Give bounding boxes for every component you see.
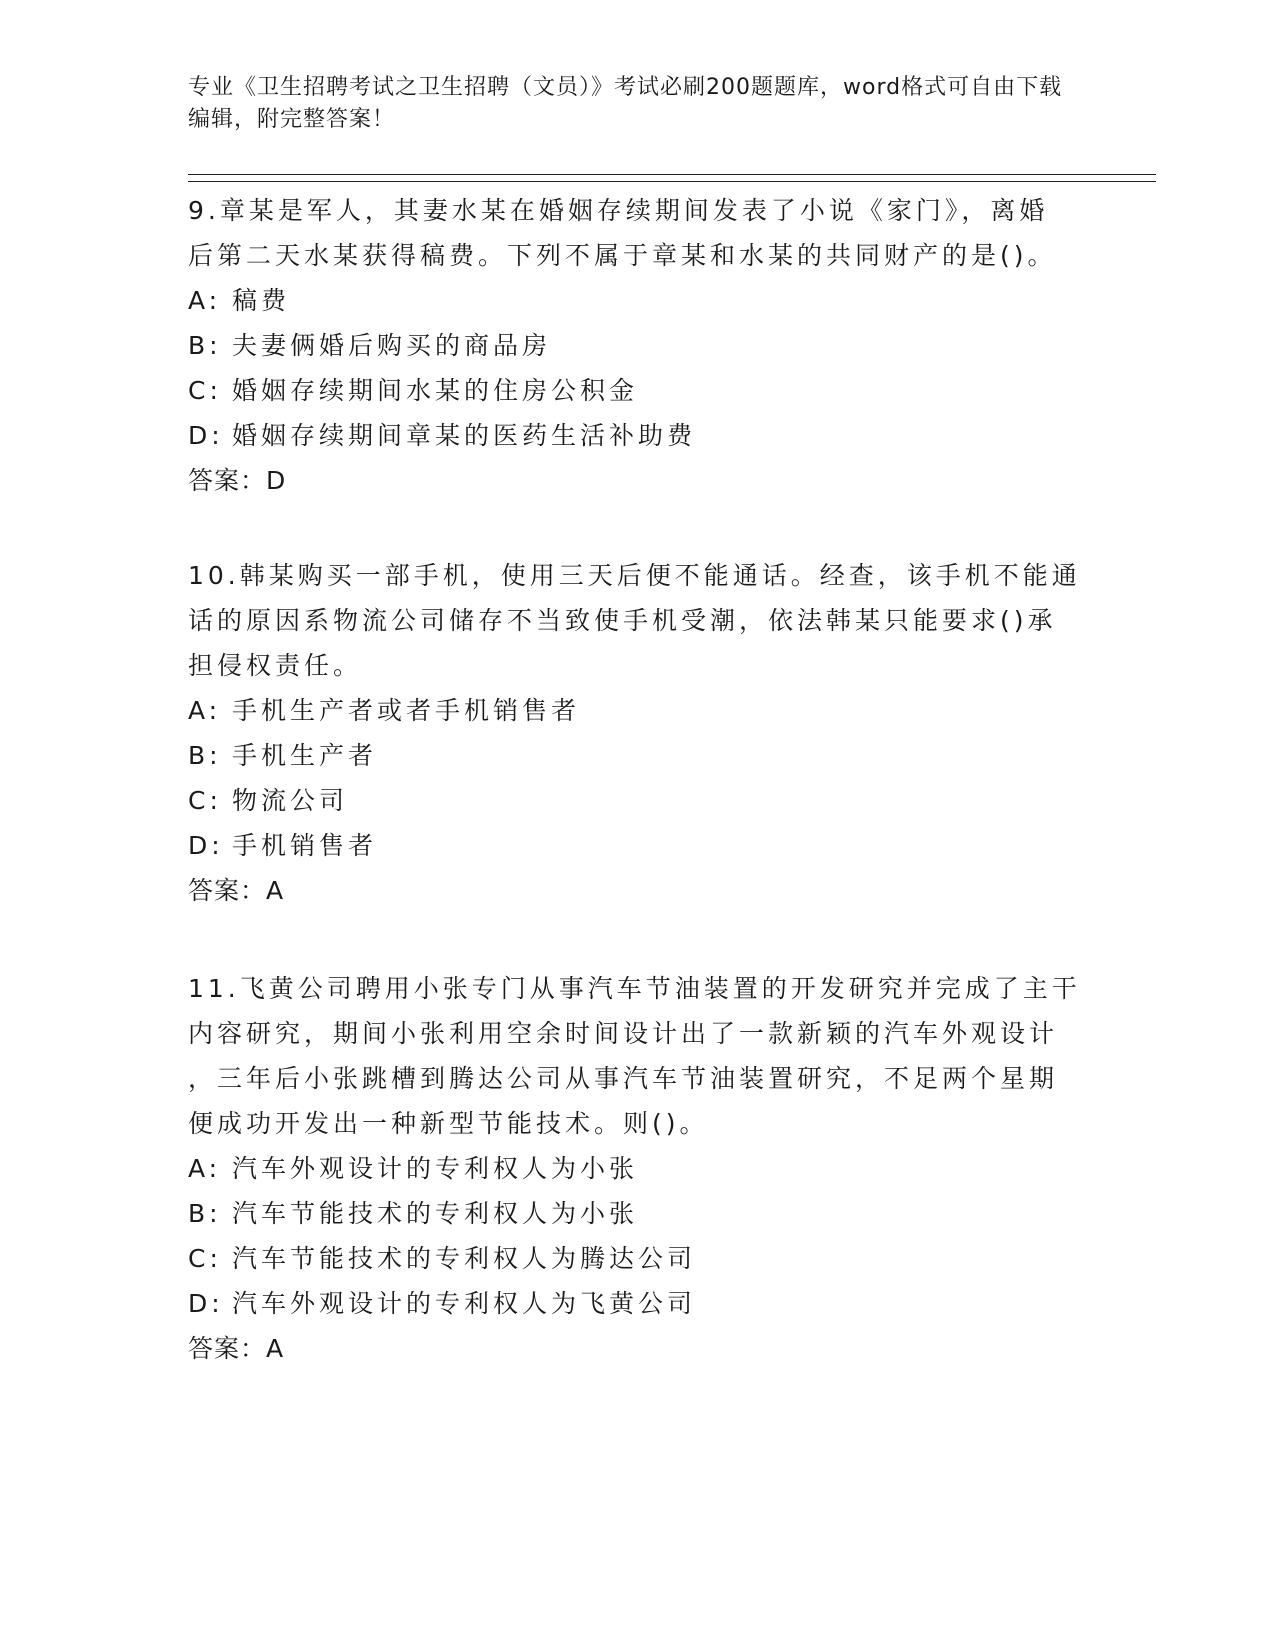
option-a bbox=[188, 1146, 1088, 1191]
option-letter: A: bbox=[188, 696, 222, 725]
question-stem-line: 10.韩某购买一部手机，使用三天后便不能通话。经查，该手机不能通 bbox=[188, 561, 1081, 590]
option-b bbox=[188, 323, 1088, 368]
answer: 答案：D bbox=[188, 466, 287, 495]
option-a bbox=[188, 278, 1088, 323]
option-text: 婚姻存续期间章某的医药生活补助费 bbox=[232, 421, 697, 450]
option-letter: C: bbox=[188, 376, 222, 405]
question-stem-line: 内容研究，期间小张利用空余时间设计出了一款新颖的汽车外观设计 bbox=[188, 1019, 1059, 1048]
option-text: 汽车外观设计的专利权人为飞黄公司 bbox=[232, 1289, 697, 1318]
question-stem-line: 11.飞黄公司聘用小张专门从事汽车节油装置的开发研究并完成了主干 bbox=[188, 974, 1081, 1003]
question-stem-line: 担侵权责任。 bbox=[188, 651, 363, 680]
option-text: 手机生产者 bbox=[232, 741, 378, 770]
question-stem-line: 9.章某是军人，其妻水某在婚姻存续期间发表了小说《家门》，离婚 bbox=[188, 196, 1049, 225]
option-text: 汽车节能技术的专利权人为腾达公司 bbox=[232, 1244, 697, 1273]
option-letter: D: bbox=[188, 831, 224, 860]
option-text: 汽车外观设计的专利权人为小张 bbox=[232, 1154, 639, 1183]
question-10 bbox=[188, 553, 1088, 913]
option-c bbox=[188, 1236, 1088, 1281]
option-letter: A: bbox=[188, 286, 222, 315]
answer: 答案：A bbox=[188, 1334, 285, 1363]
option-c bbox=[188, 778, 1088, 823]
option-d bbox=[188, 823, 1088, 868]
option-text: 汽车节能技术的专利权人为小张 bbox=[232, 1199, 639, 1228]
question-stem-line: 便成功开发出一种新型节能技术。则()。 bbox=[188, 1109, 709, 1138]
option-letter: C: bbox=[188, 1244, 222, 1273]
option-c bbox=[188, 368, 1088, 413]
option-text: 稿费 bbox=[232, 286, 291, 315]
question-stem-line: ，三年后小张跳槽到腾达公司从事汽车节油装置研究，不足两个星期 bbox=[188, 1064, 1059, 1093]
option-letter: A: bbox=[188, 1154, 222, 1183]
option-letter: B: bbox=[188, 1199, 222, 1228]
header-divider-top bbox=[188, 174, 1156, 175]
question-stem-line: 话的原因系物流公司储存不当致使手机受潮，依法韩某只能要求()承 bbox=[188, 606, 1057, 635]
option-b bbox=[188, 1191, 1088, 1236]
option-letter: B: bbox=[188, 331, 222, 360]
question-9 bbox=[188, 188, 1088, 503]
option-text: 婚姻存续期间水某的住房公积金 bbox=[232, 376, 639, 405]
question-11 bbox=[188, 966, 1088, 1371]
option-letter: B: bbox=[188, 741, 222, 770]
option-letter: C: bbox=[188, 786, 222, 815]
answer: 答案：A bbox=[188, 876, 285, 905]
option-a bbox=[188, 688, 1088, 733]
option-letter: D: bbox=[188, 1289, 224, 1318]
header-divider-bottom bbox=[188, 181, 1156, 182]
option-text: 手机销售者 bbox=[232, 831, 378, 860]
option-text: 物流公司 bbox=[232, 786, 349, 815]
option-d bbox=[188, 413, 1088, 458]
option-d bbox=[188, 1281, 1088, 1326]
option-letter: D: bbox=[188, 421, 224, 450]
question-stem-line: 后第二天水某获得稿费。下列不属于章某和水某的共同财产的是()。 bbox=[188, 241, 1057, 270]
document-header: 专业《卫生招聘考试之卫生招聘（文员）》考试必刷200题题库，word格式可自由下载编辑，附完整答案！ bbox=[188, 75, 1063, 132]
option-text: 手机生产者或者手机销售者 bbox=[232, 696, 581, 725]
option-text: 夫妻俩婚后购买的商品房 bbox=[232, 331, 552, 360]
option-b bbox=[188, 733, 1088, 778]
